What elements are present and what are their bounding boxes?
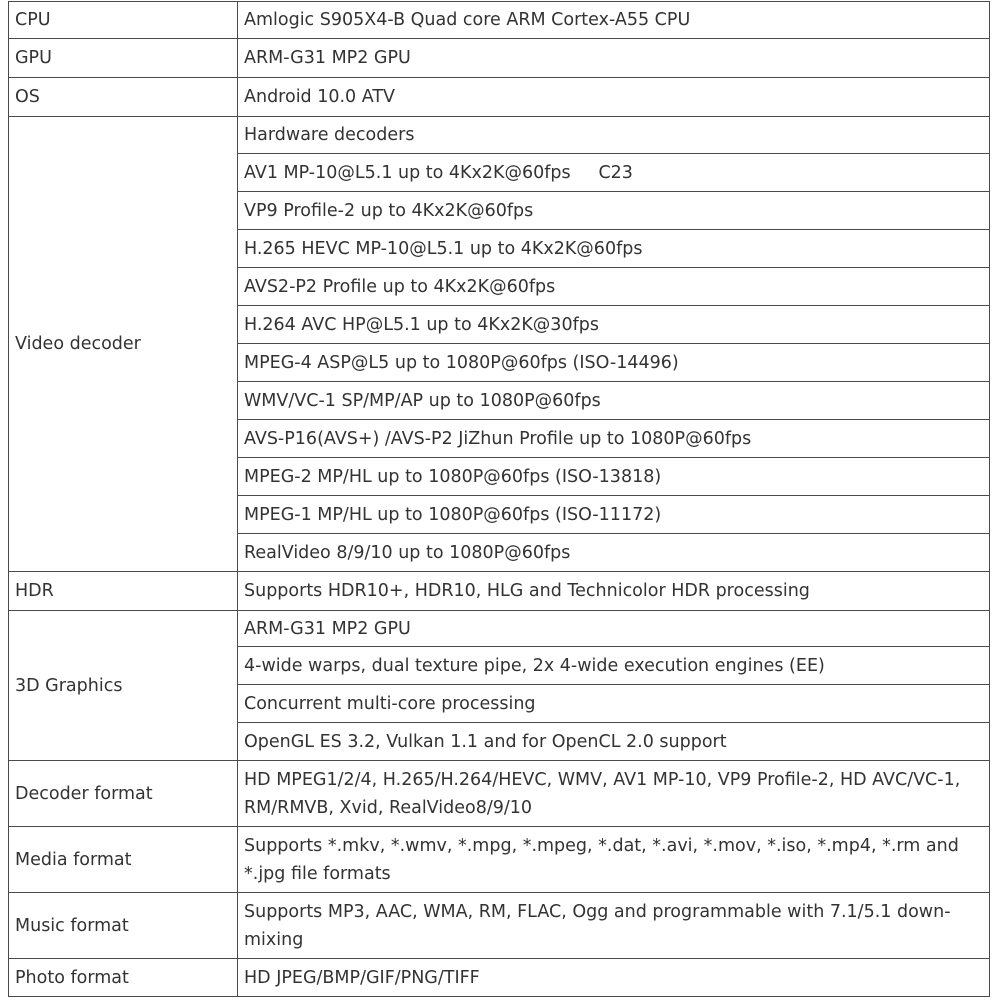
table-row [9,78,990,117]
row-value: HD MPEG1/2/4, H.265/H.264/HEVC, WMV, AV1 MP-10, VP9 Profile-2, HD AVC/VC-1, RM/RMVB, Xvid, RealVideo8/9/10 [238,761,990,827]
table-row [9,893,990,959]
row-value: H.265 HEVC MP-10@L5.1 up to 4Kx2K@60fps [238,230,990,268]
row-label-media-format: Media format [9,827,238,893]
row-value: Supports HDR10+, HDR10, HLG and Technicolor HDR processing [238,572,990,611]
row-label-photo-format: Photo format [9,959,238,997]
row-label-cpu: CPU [9,2,238,39]
row-label-os: OS [9,78,238,117]
row-label-hdr: HDR [9,572,238,611]
table-row [9,117,990,154]
row-value: Supports *.mkv, *.wmv, *.mpg, *.mpeg, *.dat, *.avi, *.mov, *.iso, *.mp4, *.rm and *.jpg file formats [238,827,990,893]
table-row [9,39,990,78]
row-label-music-format: Music format [9,893,238,959]
row-value: VP9 Profile-2 up to 4Kx2K@60fps [238,192,990,230]
table-row [9,959,990,997]
table-row [9,2,990,39]
row-value: AV1 MP-10@L5.1 up to 4Kx2K@60fps C23 [238,154,990,192]
spec-table [8,1,990,997]
row-value: WMV/VC-1 SP/MP/AP up to 1080P@60fps [238,382,990,420]
row-value: Android 10.0 ATV [238,78,990,117]
row-value: RealVideo 8/9/10 up to 1080P@60fps [238,534,990,572]
row-value: Hardware decoders [238,117,990,154]
table-row [9,572,990,611]
row-value: MPEG-4 ASP@L5 up to 1080P@60fps (ISO-14496) [238,344,990,382]
row-label-3d-graphics: 3D Graphics [9,611,238,761]
table-row [9,761,990,827]
row-value: H.264 AVC HP@L5.1 up to 4Kx2K@30fps [238,306,990,344]
row-value: 4-wide warps, dual texture pipe, 2x 4-wide execution engines (EE) [238,647,990,685]
table-row [9,611,990,647]
row-value: MPEG-1 MP/HL up to 1080P@60fps (ISO-11172) [238,496,990,534]
row-label-video-decoder: Video decoder [9,117,238,572]
row-value: Supports MP3, AAC, WMA, RM, FLAC, Ogg and programmable with 7.1/5.1 down-mixing [238,893,990,959]
row-value: AVS2-P2 Profile up to 4Kx2K@60fps [238,268,990,306]
row-label-gpu: GPU [9,39,238,78]
row-value: OpenGL ES 3.2, Vulkan 1.1 and for OpenCL 2.0 support [238,723,990,761]
table-row [9,827,990,893]
row-value: ARM-G31 MP2 GPU [238,611,990,647]
row-value: Amlogic S905X4-B Quad core ARM Cortex-A55 CPU [238,2,990,39]
row-value: ARM-G31 MP2 GPU [238,39,990,78]
row-value: MPEG-2 MP/HL up to 1080P@60fps (ISO-13818) [238,458,990,496]
row-value: AVS-P16(AVS+) /AVS-P2 JiZhun Profile up to 1080P@60fps [238,420,990,458]
row-value: Concurrent multi-core processing [238,685,990,723]
row-label-decoder-format: Decoder format [9,761,238,827]
row-value: HD JPEG/BMP/GIF/PNG/TIFF [238,959,990,997]
